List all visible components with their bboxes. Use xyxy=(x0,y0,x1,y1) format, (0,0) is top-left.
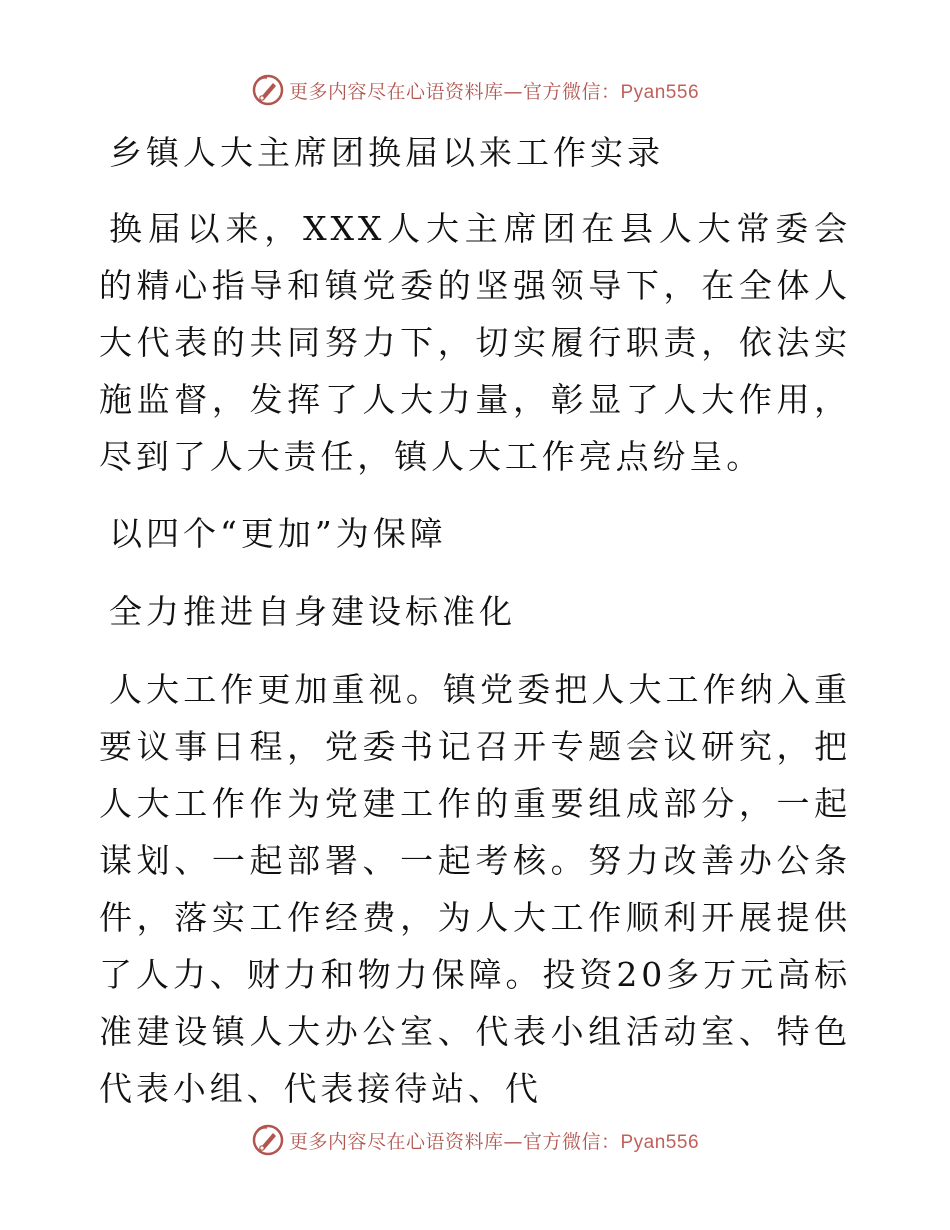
document-body xyxy=(99,118,851,1117)
watermark-text xyxy=(289,1127,699,1154)
watermark-site-text: 更多内容尽在心语资料库—官方微信： xyxy=(288,80,621,103)
document-title: 乡镇人大主席团换届以来工作实录 xyxy=(109,133,664,172)
watermark-text xyxy=(289,77,699,104)
footer-watermark xyxy=(0,1120,950,1160)
watermark-site-text: 更多内容尽在心语资料库—官方微信： xyxy=(288,1130,621,1153)
paragraph-intro xyxy=(99,200,851,485)
pen-nib-logo-icon xyxy=(251,1123,285,1157)
watermark-wechat-id: Pyan556 xyxy=(620,1131,700,1153)
paragraph-attention xyxy=(99,661,851,1117)
pen-nib-logo-icon xyxy=(251,73,285,107)
watermark-wechat-id: Pyan556 xyxy=(620,81,700,103)
section-heading-guarantee: 以四个“更加”为保障 xyxy=(109,514,447,553)
paragraph-attention-text: 人大工作更加重视。镇党委把人大工作纳入重要议事日程，党委书记召开专题会议研究，把人大工作作为党建工作的重要组成部分，一起谋划、一起部署、一起考核。努力改善办公条件，落实工作经费，为人大工作顺利开展提供了人力、财力和物力保障。投资20多万元高标准建设镇人大办公室、代表小组活动室、特色代表小组、代表接待站、代 xyxy=(99,670,851,1108)
header-watermark xyxy=(0,70,950,110)
paragraph-intro-text: 换届以来，XXX人大主席团在县人大常委会的精心指导和镇党委的坚强领导下，在全体人大代表的共同努力下，切实履行职责，依法实施监督，发挥了人大力量，彰显了人大作用，尽到了人大责任，镇人大工作亮点纷呈。 xyxy=(99,209,851,476)
section-heading-standardization: 全力推进自身建设标准化 xyxy=(109,592,516,631)
